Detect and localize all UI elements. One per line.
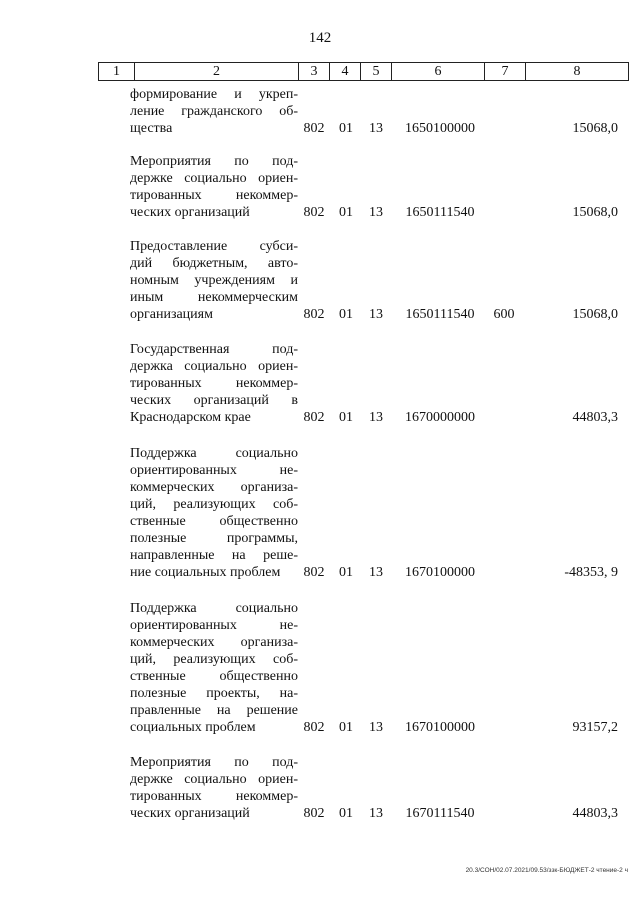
header-col-4: 4	[330, 63, 361, 80]
cell-vr: 600	[493, 307, 515, 322]
cell-rz: 01	[339, 121, 353, 136]
cell-rz: 01	[339, 720, 353, 735]
cell-ved: 802	[303, 565, 325, 580]
name-line: щества	[130, 121, 173, 136]
cell-pr: 13	[369, 720, 383, 735]
cell-amount: 44803,3	[572, 806, 618, 821]
cell-rz: 01	[339, 806, 353, 821]
name-line: тированных некоммер-	[130, 376, 298, 391]
cell-ved: 802	[303, 205, 325, 220]
cell-rz: 01	[339, 410, 353, 425]
name-line: полезные проекты, на-	[130, 686, 298, 701]
name-line: коммерческих организа-	[130, 480, 298, 495]
cell-rz: 01	[339, 307, 353, 322]
cell-pr: 13	[369, 121, 383, 136]
cell-ved: 802	[303, 410, 325, 425]
row-name	[130, 86, 298, 137]
cell-amount: 15068,0	[572, 205, 618, 220]
cell-pr: 13	[369, 806, 383, 821]
row-name	[130, 341, 298, 426]
name-line: ческих организаций	[130, 205, 250, 220]
name-line: социальных проблем	[130, 720, 256, 735]
cell-csr: 1670111540	[405, 806, 475, 821]
name-line: ческих организаций	[130, 806, 250, 821]
cell-amount: -48353, 9	[564, 565, 618, 580]
cell-ved: 802	[303, 307, 325, 322]
row-name	[130, 238, 298, 323]
name-line: ций, реализующих соб-	[130, 652, 298, 667]
name-line: организациям	[130, 307, 213, 322]
name-line: Краснодарском крае	[130, 410, 251, 425]
row-name	[130, 754, 298, 822]
header-col-3: 3	[299, 63, 330, 80]
header-col-5: 5	[361, 63, 392, 80]
name-line: ственные общественно	[130, 514, 298, 529]
name-line: Предоставление субси-	[130, 239, 298, 254]
name-line: ориентированных не-	[130, 463, 298, 478]
header-col-1: 1	[99, 63, 135, 80]
cell-pr: 13	[369, 205, 383, 220]
name-line: ственные общественно	[130, 669, 298, 684]
name-line: Государственная под-	[130, 342, 298, 357]
name-line: ние социальных проблем	[130, 565, 281, 580]
footer-doc-id: 20.3/СОН/02.07.2021/09.53/ззк-БЮДЖЕТ-2 чтение-2 ч	[465, 867, 628, 874]
name-line: ций, реализующих соб-	[130, 497, 298, 512]
name-line: тированных некоммер-	[130, 188, 298, 203]
name-line: тированных некоммер-	[130, 789, 298, 804]
cell-amount: 44803,3	[572, 410, 618, 425]
name-line: Поддержка социально	[130, 601, 298, 616]
cell-rz: 01	[339, 205, 353, 220]
name-line: Мероприятия по под-	[130, 755, 298, 770]
cell-amount: 15068,0	[572, 307, 618, 322]
name-line: Мероприятия по под-	[130, 154, 298, 169]
cell-csr: 1670100000	[405, 720, 475, 735]
name-line: Поддержка социально	[130, 446, 298, 461]
row-name	[130, 600, 298, 736]
cell-csr: 1650111540	[405, 307, 475, 322]
cell-pr: 13	[369, 307, 383, 322]
cell-csr: 1650111540	[405, 205, 475, 220]
row-name	[130, 153, 298, 221]
name-line: правленные на решение	[130, 703, 298, 718]
table-header	[98, 62, 629, 81]
cell-pr: 13	[369, 565, 383, 580]
name-line: ориентированных не-	[130, 618, 298, 633]
name-line: дий бюджетным, авто-	[130, 256, 298, 271]
cell-rz: 01	[339, 565, 353, 580]
page-number: 142	[308, 30, 332, 46]
cell-ved: 802	[303, 720, 325, 735]
cell-csr: 1670100000	[405, 565, 475, 580]
cell-csr: 1670000000	[405, 410, 475, 425]
name-line: номным учреждениям и	[130, 273, 298, 288]
name-line: держка социально ориен-	[130, 359, 298, 374]
name-line: полезные программы,	[130, 531, 298, 546]
cell-amount: 15068,0	[572, 121, 618, 136]
name-line: ление гражданского об-	[130, 104, 298, 119]
cell-csr: 1650100000	[405, 121, 475, 136]
name-line: ческих организаций в	[130, 393, 298, 408]
name-line: формирование и укреп-	[130, 87, 298, 102]
header-col-7: 7	[485, 63, 526, 80]
cell-ved: 802	[303, 806, 325, 821]
name-line: держке социально ориен-	[130, 772, 298, 787]
name-line: коммерческих организа-	[130, 635, 298, 650]
cell-amount: 93157,2	[572, 720, 618, 735]
name-line: направленные на реше-	[130, 548, 298, 563]
cell-pr: 13	[369, 410, 383, 425]
cell-ved: 802	[303, 121, 325, 136]
name-line: иным некоммерческим	[130, 290, 298, 305]
header-col-2: 2	[135, 63, 299, 80]
header-col-8: 8	[573, 64, 581, 79]
name-line: держке социально ориен-	[130, 171, 298, 186]
row-name	[130, 445, 298, 581]
header-col-6: 6	[392, 63, 485, 80]
